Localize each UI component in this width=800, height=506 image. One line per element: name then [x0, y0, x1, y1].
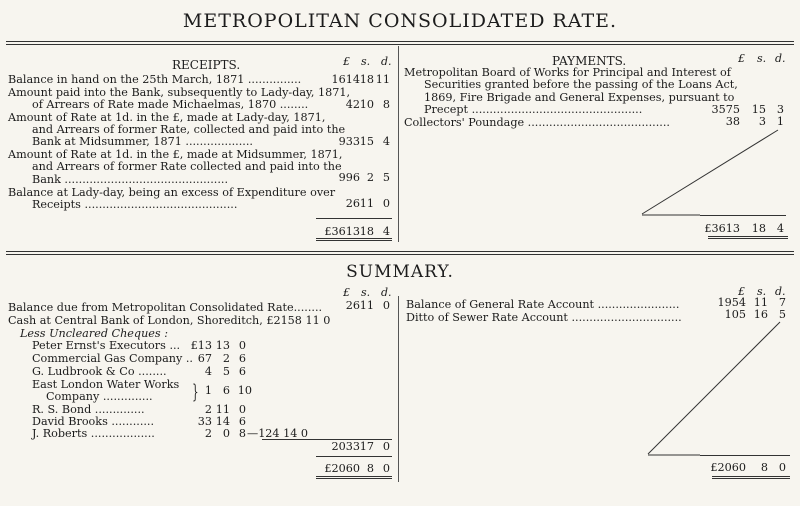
amount-pence: 5 [382, 171, 390, 184]
summary-right-double-rule [712, 476, 790, 479]
cheque-pence: 0 [238, 403, 246, 416]
cheque-name: J. Roberts .................. [32, 427, 155, 440]
total-pounds: £3613 [704, 222, 740, 235]
amount-shillings: 15 [359, 135, 374, 148]
shillings-header: s. [361, 55, 371, 68]
cheque-pounds: 2 [204, 403, 212, 416]
summary-shillings-header: s. [361, 286, 371, 299]
cheque-name: R. S. Bond .............. [32, 403, 145, 416]
amount-pounds: 26 [345, 197, 360, 210]
total-pence: 4 [776, 222, 784, 235]
amount-pence: 11 [375, 73, 390, 86]
row-text: Precept ................................................ [424, 103, 643, 116]
cheque-pounds: 67 [197, 352, 212, 365]
cheque-pounds: 2 [204, 427, 212, 440]
cheque-pounds: 1 [204, 384, 212, 397]
cheque-name: Commercial Gas Company .. [32, 352, 193, 365]
payments-heading: PAYMENTS. [552, 54, 627, 68]
cheque-name: David Brooks ............ [32, 415, 155, 428]
row-text: Balance of General Rate Account ....................... [406, 298, 680, 311]
amount-pounds: 1614 [331, 73, 360, 86]
total-pounds: £3613 [324, 225, 360, 238]
cash-line: Cash at Central Bank of London, Shoreditch, £2158 11 0 [8, 314, 331, 327]
pence-header-payments: d. [775, 52, 786, 65]
row-text: of Arrears of Rate made Michaelmas, 1870 ........ [32, 98, 309, 111]
total-pounds: £2060 [710, 461, 746, 474]
amount-pounds: 996 [338, 171, 360, 184]
receipts-heading: RECEIPTS. [172, 58, 241, 72]
pounds-header-payments: £ [738, 52, 745, 65]
row-text: Collectors' Poundage ........................................ [404, 116, 670, 129]
summary-right-pounds-header: £ [738, 285, 745, 298]
summary-heading: SUMMARY. [346, 262, 454, 282]
amount-pounds: 26 [345, 299, 360, 312]
row-text: Balance in hand on the 25th March, 1871 ............... [8, 73, 302, 86]
row-text: Amount of Rate at 1d. in the £, made at Midsummer, 1871, [8, 148, 343, 161]
cheque-name: Peter Ernst's Executors ... [32, 339, 181, 352]
page-title: METROPOLITAN CONSOLIDATED RATE. [182, 10, 618, 32]
cheque-shillings: 5 [222, 365, 230, 378]
amount-pounds: 2033 [331, 440, 360, 453]
total-shillings: 8 [760, 461, 768, 474]
total-pence: 4 [382, 225, 390, 238]
amount-shillings: 17 [359, 440, 374, 453]
total-pounds: £2060 [324, 462, 360, 475]
total-pence: 0 [778, 461, 786, 474]
summary-right-total-rule [700, 455, 790, 456]
row-text: 1869, Fire Brigade and General Expenses, pursuant to [424, 91, 735, 104]
row-text: Balance at Lady-day, being an excess of Expenditure over [8, 186, 336, 199]
row-text: and Arrears of former Rate collected and paid into the [32, 160, 342, 173]
row-text: Ditto of Sewer Rate Account ............................... [406, 311, 682, 324]
payments-total-double-rule [708, 236, 788, 239]
amount-pence: 0 [382, 299, 390, 312]
amount-pence: 5 [778, 308, 786, 321]
amount-shillings: 18 [359, 73, 374, 86]
cheque-pence: 8 [238, 427, 246, 440]
cheque-pence: 6 [238, 365, 246, 378]
row-text: Balance due from Metropolitan Consolidated Rate........ [8, 301, 323, 314]
amount-shillings: 11 [359, 197, 374, 210]
amount-shillings: 16 [753, 308, 768, 321]
cheque-shillings: 13 [215, 339, 230, 352]
cheque-name: East London Water Works [32, 378, 180, 391]
summary-divider [398, 296, 399, 482]
amount-shillings: 11 [359, 299, 374, 312]
summary-right-shillings-header: s. [757, 285, 767, 298]
cheque-shillings: 14 [215, 415, 230, 428]
payments-total-rule [700, 215, 786, 216]
summary-pounds-header: £ [343, 286, 350, 299]
cheque-name: G. Ludbrook & Co ........ [32, 365, 167, 378]
amount-pounds: 105 [724, 308, 746, 321]
cheque-shillings: 2 [222, 352, 230, 365]
amount-pence: 3 [776, 103, 784, 116]
amount-pence: 7 [778, 296, 786, 309]
row-text: Receipts ........................................... [32, 198, 238, 211]
amount-shillings: 3 [758, 115, 766, 128]
amount-pence: 8 [382, 98, 390, 111]
cheque-pounds: 33 [197, 415, 212, 428]
amount-pence: 4 [382, 135, 390, 148]
amount-pence: 0 [382, 197, 390, 210]
row-text: Securities granted before the passing of the Loans Act, [424, 78, 738, 91]
shillings-header-payments: s. [757, 52, 767, 65]
cheque-pounds: £13 [190, 339, 212, 352]
total-shillings: 18 [359, 225, 374, 238]
row-text: Amount of Rate at 1d. in the £, made at Lady-day, 1871, [8, 111, 326, 124]
cheque-pence: 0 [238, 339, 246, 352]
pence-header: d. [381, 55, 392, 68]
amount-pounds: 933 [338, 135, 360, 148]
amount-pounds: 38 [725, 115, 740, 128]
cheque-pence: 6 [238, 415, 246, 428]
pounds-header: £ [343, 55, 350, 68]
less-heading: Less Uncleared Cheques : [20, 327, 168, 340]
amount-shillings: 10 [359, 98, 374, 111]
cheque-pounds: 4 [204, 365, 212, 378]
summary-left-total-rule [316, 456, 392, 457]
cheque-shillings: 6 [222, 384, 230, 397]
row-text: and Arrears of former Rate, collected and paid into the [32, 123, 346, 136]
amount-pence: 0 [382, 440, 390, 453]
cheque-pence: 6 [238, 352, 246, 365]
row-text: Amount paid into the Bank, subsequently to Lady-day, 1871, [8, 86, 351, 99]
mid-rule [6, 251, 794, 252]
amount-shillings: 2 [366, 171, 374, 184]
summary-pence-header: d. [381, 286, 392, 299]
cheque-name-cont: Company .............. [46, 390, 153, 403]
summary-left-double-rule [316, 476, 392, 479]
row-text: Metropolitan Board of Works for Principal and Interest of [404, 66, 731, 79]
row-text: Bank .............................................. [32, 173, 229, 186]
amount-pounds: 1954 [717, 296, 746, 309]
total-pence: 0 [382, 462, 390, 475]
row-text: Bank at Midsummer, 1871 ................... [32, 135, 253, 148]
total-shillings: 18 [751, 222, 766, 235]
cheque-pence: 10 [237, 384, 252, 397]
mid-rule-2 [6, 254, 794, 255]
amount-shillings: 15 [751, 103, 766, 116]
total-shillings: 8 [366, 462, 374, 475]
amount-pounds: 42 [345, 98, 360, 111]
summary-right-pence-header: d. [775, 285, 786, 298]
cheque-shillings: 0 [222, 427, 230, 440]
cheques-total: —124 14 0 [247, 427, 309, 440]
amount-pounds: 3575 [711, 103, 740, 116]
cheque-shillings: 11 [215, 403, 230, 416]
amount-shillings: 11 [753, 296, 768, 309]
brace-icon: } [192, 379, 199, 403]
amount-pence: 1 [776, 115, 784, 128]
